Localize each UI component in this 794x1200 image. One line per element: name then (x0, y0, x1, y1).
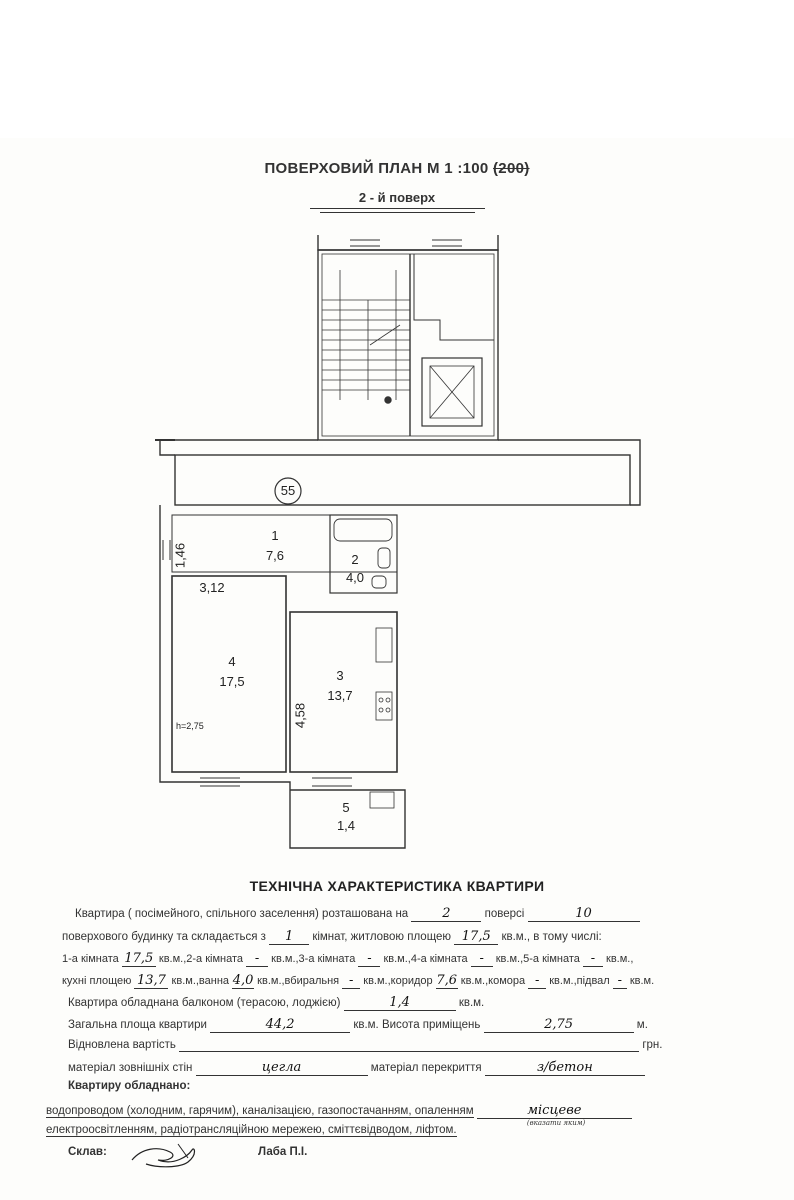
dimension-4-58: 4,58 (292, 702, 308, 729)
apartment-number: 55 (280, 483, 296, 498)
room-5-value: - (583, 951, 603, 967)
r8-text-b: матеріал перекриття (370, 1062, 482, 1074)
room-4-number: 4 (228, 654, 236, 669)
r3-text-d: кв.м.,4-а кімната (383, 953, 468, 965)
floor-label: 2 - й поверх (358, 190, 436, 205)
r5-text-a: Квартира обладнана балконом (терасою, лоджією) (68, 997, 341, 1009)
tech-row-utilities (46, 1103, 632, 1127)
r1-text-a: Квартира ( посімейного, спільного заселення) розташована на (75, 908, 409, 920)
tech-row-balcony (68, 995, 484, 1011)
room-5-number: 5 (342, 800, 350, 815)
r4-text-g: кв.м. (629, 975, 655, 987)
room-5-area: 1,4 (336, 818, 356, 833)
floor-value: 2 (411, 906, 481, 922)
wall-material: цегла (196, 1060, 368, 1076)
plan-title-text: ПОВЕРХОВИЙ ПЛАН М 1 :100 (264, 160, 489, 177)
heating-note: (вказати яким) (526, 1119, 586, 1127)
tech-row-electricity (46, 1124, 457, 1136)
tech-row-floor (75, 906, 640, 922)
tech-row-equipped: Квартиру обладнано: (68, 1080, 191, 1092)
r3-text-e: кв.м.,5-а кімната (495, 953, 580, 965)
tech-row-materials (68, 1060, 645, 1076)
room-3-value: - (358, 951, 380, 967)
rooms-count: 1 (269, 929, 309, 945)
r6-text-c: м. (636, 1019, 648, 1031)
room-1-value: 17,5 (122, 951, 156, 967)
r2-text-b: кімнат, житловою площею (312, 931, 452, 943)
storage-area: - (528, 973, 546, 989)
heating-type-field (477, 1103, 632, 1127)
living-area: 17,5 (454, 929, 498, 945)
r4-text-c: кв.м.,вбиральня (257, 975, 340, 987)
r4-text-b: кв.м.,ванна (171, 975, 230, 987)
balcony-area: 1,4 (344, 995, 456, 1011)
plan-title-struck-scale: (200) (493, 160, 530, 177)
basement-area: - (613, 973, 627, 989)
r10-text-a: водопроводом (холодним, гарячим), каналізацією, газопостачанням, опаленням (46, 1105, 474, 1117)
r4-text-d: кв.м.,коридор (363, 975, 433, 987)
compiled-by-label: Склав: (68, 1146, 107, 1158)
r3-text-a: 1-а кімната (62, 953, 119, 965)
signature-icon (128, 1136, 208, 1172)
room-3-area: 13,7 (327, 688, 353, 703)
r7-text-b: грн. (642, 1039, 663, 1051)
r6-text-b: кв.м. Висота приміщень (353, 1019, 481, 1031)
kitchen-area: 13,7 (134, 973, 168, 989)
r5-text-b: кв.м. (458, 997, 485, 1009)
tech-section-title: ТЕХНІЧНА ХАРАКТЕРИСТИКА КВАРТИРИ (249, 878, 545, 894)
tech-row-rooms (62, 929, 602, 945)
tech-row-auxiliary (62, 973, 654, 989)
value-blank (179, 1039, 639, 1052)
height-note: h=2,75 (176, 721, 204, 731)
dimension-1-46: 1,46 (172, 542, 188, 569)
room-height: 2,75 (484, 1017, 634, 1033)
r2-text-c: кв.м., в тому числі: (501, 931, 602, 943)
dimension-3-12: 3,12 (199, 580, 225, 595)
room-3-number: 3 (336, 668, 344, 683)
r11-text-a: електроосвітленням, радіотрансляційною мережею, сміттєвідводом, ліфтом. (46, 1124, 457, 1136)
r2-text-a: поверхового будинку та складається з (62, 931, 266, 943)
room-2-number: 2 (351, 552, 359, 567)
storeys-value: 10 (528, 906, 640, 922)
room-2-area: 4,0 (345, 570, 365, 585)
wc-area: - (342, 973, 360, 989)
slab-material: з/бетон (485, 1060, 645, 1076)
room-2-value: - (246, 951, 268, 967)
heating-type: місцеве (527, 1103, 582, 1118)
r3-text-f: кв.м., (606, 953, 634, 965)
r7-text-a: Відновлена вартість (68, 1039, 176, 1051)
room-4-area: 17,5 (219, 674, 245, 689)
compiler-name: Лаба П.І. (258, 1146, 308, 1158)
r6-text-a: Загальна площа квартири (68, 1019, 207, 1031)
r1-text-b: поверсі (484, 908, 525, 920)
room-1-number: 1 (271, 528, 279, 543)
r4-text-a: кухні площею (62, 975, 132, 987)
r3-text-c: кв.м.,3-а кімната (271, 953, 356, 965)
r3-text-b: кв.м.,2-а кімната (158, 953, 244, 965)
tech-row-total (68, 1017, 648, 1033)
r8-text-a: матеріал зовнішніх стін (68, 1062, 193, 1074)
tech-row-value (68, 1039, 662, 1052)
total-area: 44,2 (210, 1017, 350, 1033)
room-1-area: 7,6 (265, 548, 285, 563)
room-4-value: - (471, 951, 493, 967)
r4-text-f: кв.м.,підвал (549, 975, 610, 987)
corridor-area: 7,6 (436, 973, 458, 988)
tech-row-room-areas (62, 951, 633, 967)
r4-text-e: кв.м.,комора (460, 975, 526, 987)
bath-area: 4,0 (232, 973, 254, 988)
